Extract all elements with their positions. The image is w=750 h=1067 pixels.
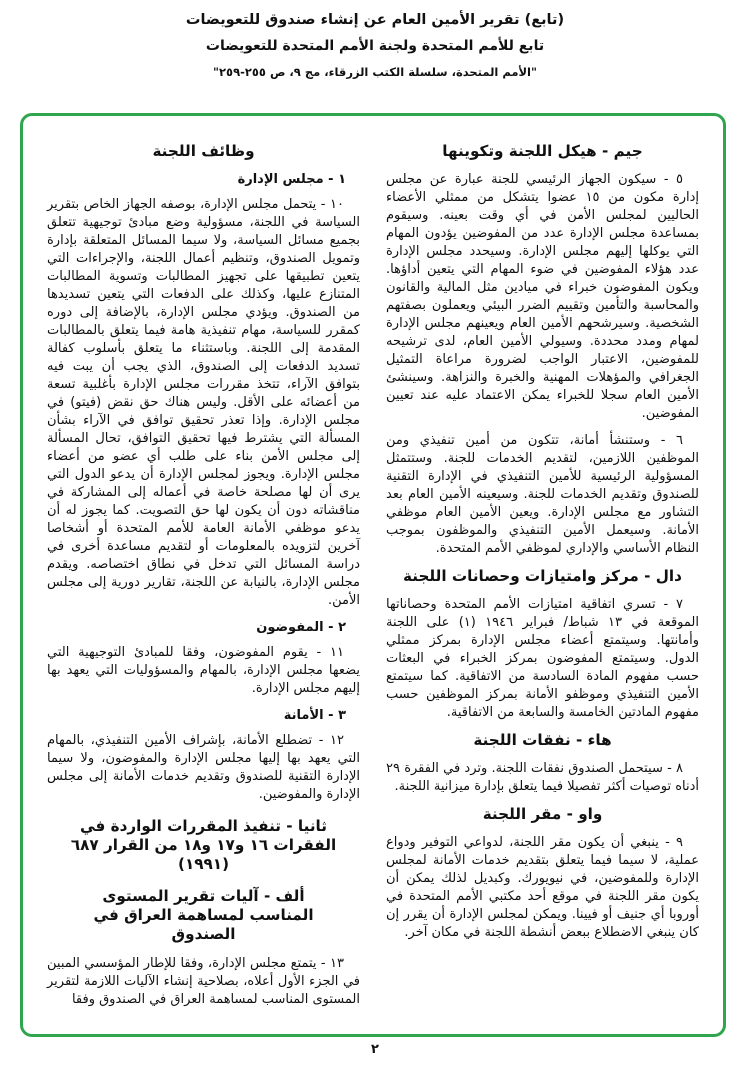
heading-jeem-structure-composition: جيم - هيكل اللجنة وتكوينها: [442, 142, 643, 160]
green-border-frame: [20, 113, 726, 1037]
heading-committee-functions: وظائف اللجنة: [152, 142, 255, 160]
paragraph-9: ٩ - ينبغي أن يكون مقر اللجنة، لدواعي التوفير ودواع عملية، لا سيما فيما يتعلق بتقديم خدمات الأمانة لمجلس الإدارة وللمفوضين، في نيويورك. وكبديل لذلك يمكن أن يكون مقر اللجنة في موقع أحد مكتبي الأمم المتحدة في أوروبا أي جنيف أو فيينا. ويمكن لمجلس الإدارة أن يقرر إن كان ينبغي الاضطلاع ببعض أنشطة اللجنة في مكان آخر.: [386, 835, 699, 940]
paragraph-7: ٧ - تسري اتفاقية امتيازات الأمم المتحدة وحصاناتها الموقعة في ١٣ شباط/ فبراير ١٩٤٦ (١) على اللجنة وأمانتها. وسيتمتع أعضاء مجلس الإدارة بمركز ممثلي الدول. وسيتمتع المفوضون بمركز الخبراء في البعثات حسب مفهوم المادة السادسة من الاتفاقية. كما سيتمتع الأمين التنفيذي وموظفو الأمانة بمركز الموظفين حسب مفهوم المادتين الخامسة والسابعة من الاتفاقية.: [386, 597, 699, 720]
paragraph-11: ١١ - يقوم المفوضون، وفقا للمبادئ التوجيهية التي يضعها مجلس الإدارة، بالمهام والمسؤوليات التي يعهد بها إليهم مجلس الإدارة.: [47, 645, 360, 696]
subheading-governing-council: ١ - مجلس الإدارة: [237, 172, 346, 187]
paragraph-8: ٨ - سيتحمل الصندوق نفقات اللجنة. وترد في الفقرة ٢٩ أدناه توصيات أكثر تفصيلا فيما يتعلق بإدارة ميزانية اللجنة.: [386, 761, 699, 794]
heading-haa-expenses: هاء - نفقات اللجنة: [473, 731, 612, 749]
heading-alif-mechanisms-iraq-contribution: ألف - آليات تقرير المستوى المناسب لمساهمة العراق في الصندوق: [93, 887, 314, 943]
paragraph-6: ٦ - وستنشأ أمانة، تتكون من أمين تنفيذي ومن الموظفين اللازمين، لتقديم الخدمات للجنة. وستتمثل المسؤولية الرئيسية للأمين التنفيذي في الإدارة التقنية للصندوق وتقديم الخدمات للجنة. وسيعينه الأمين العام بعد التشاور مع مجلس الإدارة. ويعين الأمين العام موظفي الأمانة. وسيعمل الأمين التنفيذي والموظفون بموجب النظام الأساسي والإداري لموظفي الأمم المتحدة.: [386, 433, 699, 556]
subheading-secretariat: ٣ - الأمانة: [283, 708, 346, 723]
document-header: [0, 12, 750, 79]
heading-dal-status-privileges: دال - مركز وامتيازات وحصانات اللجنة: [403, 567, 682, 585]
paragraph-10: ١٠ - يتحمل مجلس الإدارة، بوصفه الجهاز الخاص بتقرير السياسة في اللجنة، مسؤولية وضع مبادئ توجيهية تتعلق بجميع مسائل السياسة، ولا سيما المسائل المتعلقة بإدارة وتمويل الصندوق، وتنظيم أعمال اللجنة، والإجراءات التي يتعين تطبيقها على تجهيز المطالبات وتسوية المطالبات المتنازع عليها، وكذلك على الدفعات التي يتعين تسديدها من الصندوق. ويؤدي مجلس الإدارة، بالإضافة إلى دوره كمقرر للسياسة، مهام تنفيذية هامة فيما يتعلق بالمطالبات المقدمة إلى اللجنة. وباستثناء ما يتعلق بأسلوب كفالة تسديد الدفعات إلى الصندوق، الذي يجب أن يبت فيه بتوافق الآراء، تتخذ مقررات مجلس الإدارة بأغلبية تسعة من أعضائه على الأقل. وليس هناك حق نقض (فيتو) في مجلس الإدارة. وإذا تعذر تحقيق توافق في الآراء بشأن المسألة التي يشترط فيها تحقيق التوافق، تحال المسألة إلى مجلس الأمن بناء على طلب أي عضو من أعضاء مجلس الإدارة. ويجوز لمجلس الإدارة أن يدعو الدول التي يرى أن لها مصلحة خاصة في أعماله إلى المشاركة في مناقشاته دون أن يكون لها حق التصويت. كما يجوز له أن يدعو موظفي الأمانة العامة للأمم المتحدة أو أشخاصا آخرين لتزويده بالمعلومات أو لتقديم مساعدة أخرى في دراسة المسائل التي تدخل في نطاق اختصاصه. ويقدم مجلس الإدارة، بالنيابة عن اللجنة، تقارير دورية إلى مجلس الأمن.: [47, 197, 360, 608]
page-number: ٢: [371, 1042, 379, 1057]
paragraph-13: ١٣ - يتمتع مجلس الإدارة، وفقا للإطار المؤسسي المبين في الجزء الأول أعلاه، بصلاحية إنشاء الآليات اللازمة لتقرير المستوى المناسب لمساهمة العراق في الصندوق وفقا: [47, 956, 360, 1007]
paragraph-5: ٥ - سيكون الجهاز الرئيسي للجنة عبارة عن مجلس إدارة مكون من ١٥ عضوا يتشكل من ممثلي الأعضاء الحاليين لمجلس الأمن في أي وقت بعينه. وسيقوم بمساعدة مجلس الإدارة عدد من المفوضين يؤدون المهام التي يوكلها إليهم مجلس الإدارة. وسيحدد مجلس الإدارة عدد هؤلاء المفوضين في ضوء المهام التي يتعين أداؤها. ويكون المفوضون خبراء في ميادين مثل المالية والقانون والمحاسبة والتأمين وتقييم الضرر البيئي ويعملون بصفتهم الشخصية. وسيرشحهم الأمين العام ويعينهم مجلس الإدارة لمهام ومدد محددة. وسيولي الأمين العام، لدى ترشيحه للمفوضين، الاعتبار الواجب لضرورة مراعاة التمثيل الجغرافي والمؤهلات المهنية والخبرة والنزاهة. وسينشئ الأمين العام سجلا للخبراء يمكن الاعتماد عليه عند تعيين المفوضين.: [386, 172, 699, 421]
header-source-citation: "الأمم المتحدة، سلسلة الكتب الزرقاء، مج ٩، ص ٢٥٥-٢٥٩": [213, 65, 537, 79]
page-footer: [0, 1042, 750, 1057]
two-column-text-area: [23, 116, 723, 1034]
column-right: [386, 134, 699, 1016]
heading-waw-seat: واو - مقر اللجنة: [482, 805, 603, 823]
header-title-line1: (تابع) تقرير الأمين العام عن إنشاء صندوق للتعويضات: [185, 12, 565, 28]
heading-part-two-implementation: ثانيا - تنفيذ المقررات الواردة في الفقرات ١٦ و١٧ و١٨ من القرار ٦٨٧ (١٩٩١): [70, 817, 337, 873]
paragraph-12: ١٢ - تضطلع الأمانة، بإشراف الأمين التنفيذي، بالمهام التي يعهد بها إليها مجلس الإدارة والمفوضون، ولا سيما الإدارة التقنية للصندوق وتقديم خدمات الأمانة إلى مجلس الإدارة والمفوضين.: [47, 733, 360, 802]
subheading-commissioners: ٢ - المفوضون: [256, 620, 346, 635]
column-left: [47, 134, 360, 1016]
header-title-line2: تابع للأمم المتحدة ولجنة الأمم المتحدة للتعويضات: [205, 38, 545, 54]
